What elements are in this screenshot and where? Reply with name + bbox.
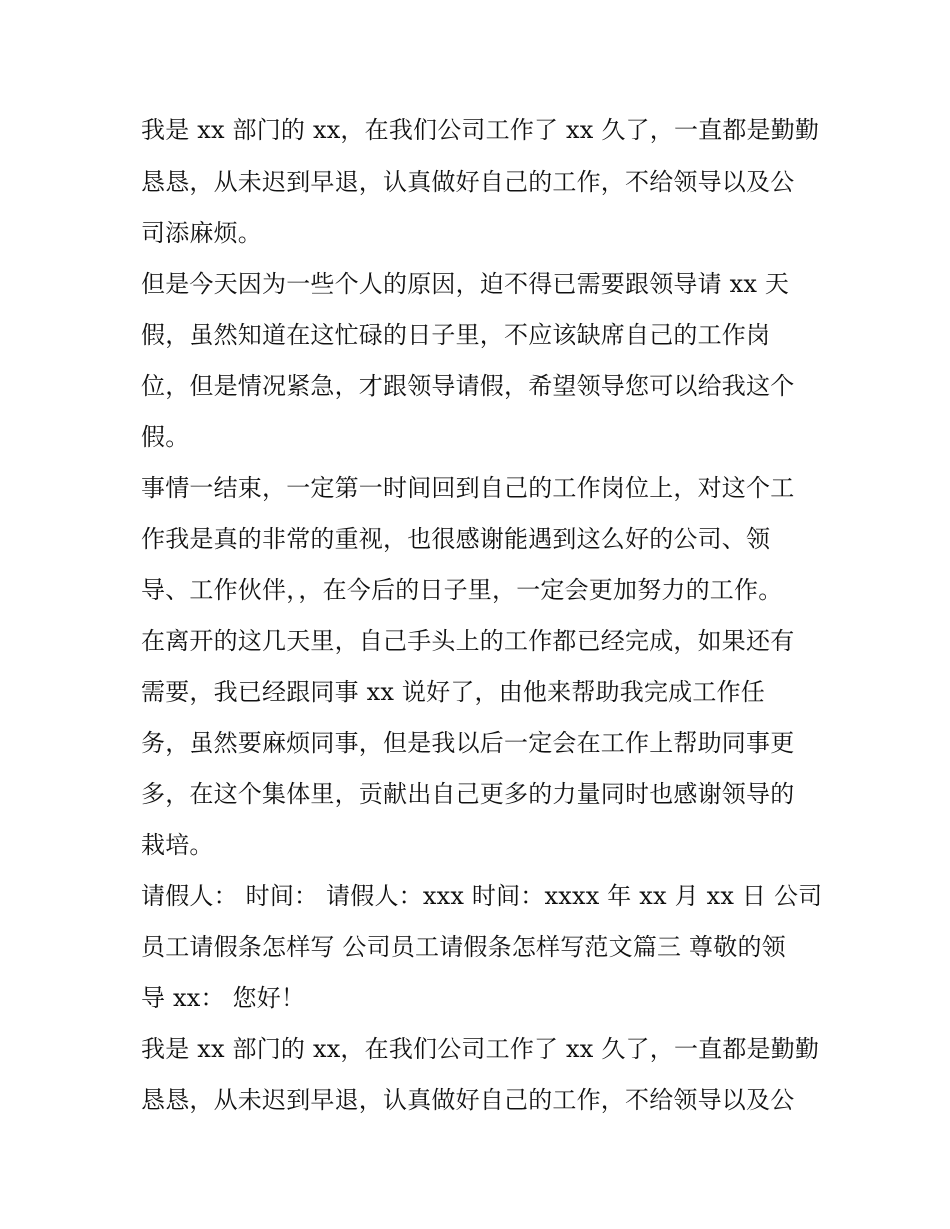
text-line: 导、工作伙伴，，在今后的日子里，一定会更加努力的工作。 — [141, 576, 783, 604]
text-line: 导 xx： 您好！ — [141, 984, 306, 1012]
text-line: 位，但是情况紧急，才跟领导请假，希望领导您可以给我这个 — [141, 372, 795, 400]
text-line: 恳恳，从未迟到早退，认真做好自己的工作，不给领导以及公 — [141, 1086, 795, 1114]
text-line: 假。 — [141, 423, 190, 451]
text-line: 事情一结束，一定第一时间回到自己的工作岗位上，对这个工 — [141, 474, 795, 502]
text-line: 作我是真的非常的重视，也很感谢能遇到这么好的公司、领 — [141, 525, 771, 553]
text-line: 在离开的这几天里，自己手头上的工作都已经完成，如果还有 — [141, 627, 795, 655]
text-line: 请假人： 时间： 请假人：xxx 时间：xxxx 年 xx 月 xx 日 公司 — [141, 882, 823, 910]
text-line: 恳恳，从未迟到早退，认真做好自己的工作，不给领导以及公 — [141, 168, 795, 196]
text-line: 需要，我已经跟同事 xx 说好了，由他来帮助我完成工作任 — [141, 678, 765, 706]
text-line: 但是今天因为一些个人的原因，迫不得已需要跟领导请 xx 天 — [141, 270, 790, 298]
text-line: 司添麻烦。 — [141, 219, 262, 247]
text-line: 多，在这个集体里，贡献出自己更多的力量同时也感谢领导的 — [141, 780, 795, 808]
text-line: 我是 xx 部门的 xx，在我们公司工作了 xx 久了，一直都是勤勤 — [141, 1035, 820, 1063]
text-line: 我是 xx 部门的 xx，在我们公司工作了 xx 久了，一直都是勤勤 — [141, 116, 820, 144]
text-line: 栽培。 — [141, 831, 214, 859]
text-line: 员工请假条怎样写 公司员工请假条怎样写范文篇三 尊敬的领 — [141, 933, 786, 961]
text-line: 务，虽然要麻烦同事，但是我以后一定会在工作上帮助同事更 — [141, 729, 795, 757]
text-line: 假，虽然知道在这忙碌的日子里，不应该缺席自己的工作岗 — [141, 321, 771, 349]
